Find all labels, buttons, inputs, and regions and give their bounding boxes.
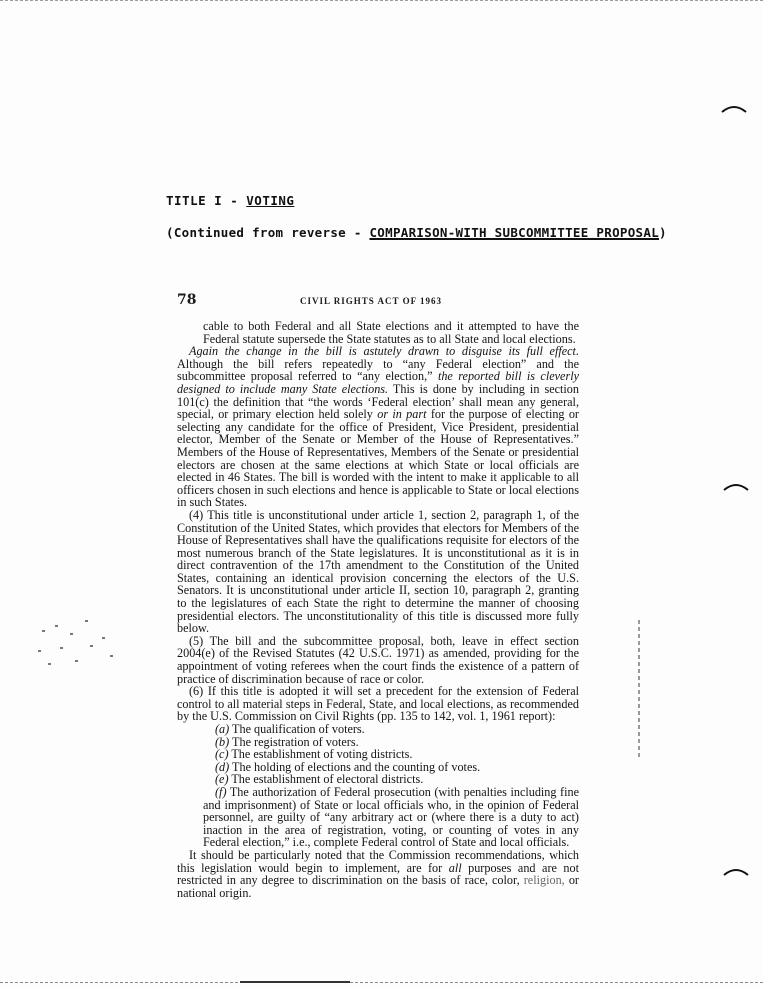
- subtitle-suffix: ): [659, 225, 667, 240]
- list-text: The qualification of voters.: [229, 722, 365, 736]
- subtitle-prefix: (Continued from reverse -: [166, 225, 370, 240]
- list-text: The holding of elections and the counting of votes.: [229, 759, 481, 774]
- list-marker: (b): [215, 734, 230, 749]
- list-marker: (a): [215, 722, 230, 736]
- scan-specks: [30, 605, 130, 675]
- list-marker: (d): [215, 759, 230, 774]
- margin-curl-mark: [720, 102, 748, 116]
- list-marker: (e): [215, 772, 229, 787]
- paragraph-5: (5) The bill and the subcommittee proposal, both, leave in effect section 2004(e) of the Revised Statutes (42 U.S.C. 1971) as amended, providing for the appointment of voting referees when the court finds the existence of a pattern of practice of discrimination because of race or color.: [177, 633, 579, 686]
- text-run: purposes and are not restricted in any degree to discrimination on the basis of race, color,: [177, 860, 579, 888]
- list-text: The registration of voters.: [229, 734, 359, 749]
- paragraph-disguise: [177, 345, 579, 509]
- typed-subtitle: [166, 225, 667, 240]
- paragraph-continued: cable to both Federal and all State elections and it attempted to have the Federal statute supersede the State statutes as to all State and local elections.: [203, 319, 579, 346]
- list-text: The authorization of Federal prosecution (with penalties including fine and imprisonment) of State or local officials who, in the opinion of Federal personnel, are guilty of “any arbitrary act or (where there is a duty to act) inaction in the area of registration, voting, or counting of votes in any Federal election,” i.e., complete Federal control of State and local officials.: [203, 784, 579, 850]
- italic-run: the reported bill is cleverly designed to include many State elections.: [177, 369, 579, 396]
- typed-title: [166, 193, 294, 208]
- list-marker: (c): [215, 747, 229, 762]
- subtitle-comparison: COMPARISON-WITH SUBCOMMITTEE PROPOSAL: [369, 225, 660, 240]
- list-marker: (f): [215, 784, 227, 799]
- document-body: [177, 320, 579, 899]
- margin-scan-mark: [638, 620, 640, 760]
- paragraph-4: (4) This title is unconstitutional under article 1, section 2, paragraph 1, of the Constitution of the United States, which provides that electors for Members of the House of Representatives shall have the qualifications requisite for electors of the most numerous branch of the State legislatures. It is unconstitutional as it is in direct contravention of the 17th amendment to the Constitution of the United States, containing an identical provision concerning the electors of the U.S. Senators. It is unconstitutional under article II, section 10, paragraph 2, granting to the legislatures of each State the right to determine the manner of choosing presidential electors. The unconstitutionality of this title is discussed more fully below.: [177, 507, 579, 636]
- list-text: The establishment of voting districts.: [228, 747, 413, 762]
- top-scan-border: [0, 0, 763, 1]
- italic-run: all: [448, 860, 462, 875]
- page-number: 78: [177, 292, 197, 308]
- text-run: This is done by including in section 101(c) the definition that “the words ‘Federal election’ shall mean any general, special, or primary election held solely: [177, 381, 579, 422]
- running-head: CIVIL RIGHTS ACT OF 1963: [300, 296, 443, 306]
- margin-curl-mark: [722, 865, 750, 879]
- italic-run: or in part: [377, 407, 427, 422]
- faded-text: religion,: [523, 873, 565, 888]
- title-prefix: TITLE I -: [166, 193, 247, 208]
- text-run: It should be particularly noted that the Commission recommendations, which this legislation would begin to implement, are for: [177, 847, 579, 875]
- margin-curl-mark: [722, 480, 750, 494]
- italic-lead: Again the change in the bill is astutely drawn to disguise its full effect.: [189, 344, 579, 359]
- text-run: for the purpose of electing or selecting any candidate for the office of President, Vice President, presidential elector, Member of the Senate or Member of the House of Representatives.” Members of the House of Representatives, Members of the Senate or presidential electors are chosen at the same elections at which State or local officials are elected in 46 States. The bill is worded with the intent to make it applicable to all officers chosen in such elections and hence is applicable to State or local elections in such States.: [177, 407, 579, 510]
- paragraph-6: (6) If this title is adopted it will set a precedent for the extension of Federal control to all material steps in Federal, State, and local elections, as recommended by the U.S. Commission on Civil Rights (pp. 135 to 142, vol. 1, 1961 report):: [177, 684, 579, 724]
- title-voting: VOTING: [246, 193, 295, 208]
- text-run: Although the bill refers repeatedly to “any Federal election” and the subcommittee proposal referred to “any election,”: [177, 356, 579, 384]
- list-text: The establishment of electoral districts.: [228, 772, 424, 787]
- bottom-rule-segment: [240, 981, 350, 983]
- paragraph-commission: [177, 849, 579, 899]
- bottom-scan-border: [0, 982, 763, 983]
- list-item: [177, 786, 579, 849]
- text-run: or national origin.: [177, 873, 579, 900]
